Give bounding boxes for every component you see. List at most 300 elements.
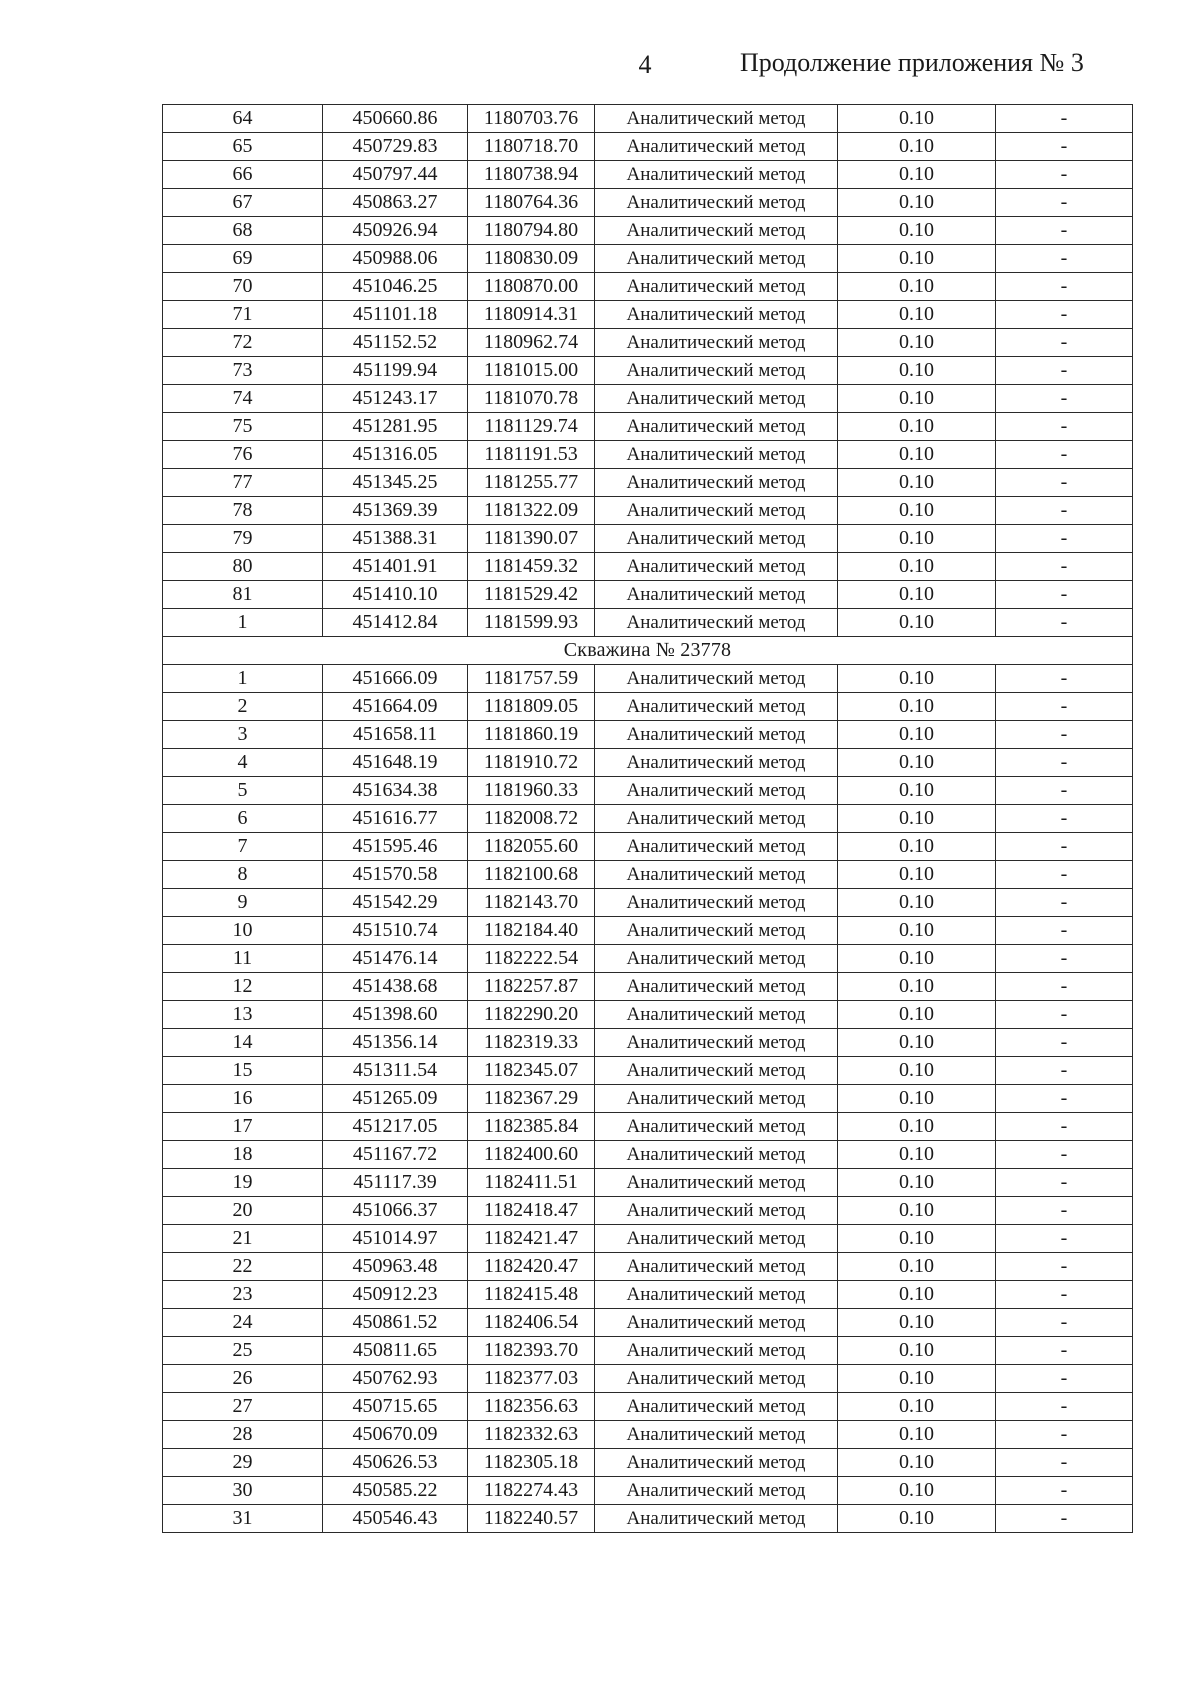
- method-cell: Аналитический метод: [595, 1281, 838, 1309]
- x-coordinate-cell: 451316.05: [323, 441, 468, 469]
- accuracy-cell: 0.10: [838, 1001, 996, 1029]
- table-row: [163, 1085, 1133, 1113]
- method-cell: Аналитический метод: [595, 161, 838, 189]
- method-cell: Аналитический метод: [595, 777, 838, 805]
- point-number-cell: 26: [163, 1365, 323, 1393]
- point-number-cell: 65: [163, 133, 323, 161]
- table-row: [163, 105, 1133, 133]
- point-number-cell: 64: [163, 105, 323, 133]
- table-row: [163, 217, 1133, 245]
- x-coordinate-cell: 450715.65: [323, 1393, 468, 1421]
- point-number-cell: 76: [163, 441, 323, 469]
- y-coordinate-cell: 1182411.51: [468, 1169, 595, 1197]
- y-coordinate-cell: 1181070.78: [468, 385, 595, 413]
- point-number-cell: 28: [163, 1421, 323, 1449]
- x-coordinate-cell: 451101.18: [323, 301, 468, 329]
- note-cell: -: [996, 581, 1133, 609]
- y-coordinate-cell: 1180870.00: [468, 273, 595, 301]
- accuracy-cell: 0.10: [838, 1477, 996, 1505]
- note-cell: -: [996, 609, 1133, 637]
- y-coordinate-cell: 1182332.63: [468, 1421, 595, 1449]
- method-cell: Аналитический метод: [595, 217, 838, 245]
- accuracy-cell: 0.10: [838, 1029, 996, 1057]
- note-cell: -: [996, 245, 1133, 273]
- table-row: [163, 693, 1133, 721]
- table-row: [163, 777, 1133, 805]
- table-row: [163, 189, 1133, 217]
- point-number-cell: 8: [163, 861, 323, 889]
- table-row: [163, 245, 1133, 273]
- note-cell: -: [996, 413, 1133, 441]
- table-row: [163, 1141, 1133, 1169]
- y-coordinate-cell: 1182377.03: [468, 1365, 595, 1393]
- y-coordinate-cell: 1182290.20: [468, 1001, 595, 1029]
- accuracy-cell: 0.10: [838, 693, 996, 721]
- table-row: [163, 553, 1133, 581]
- note-cell: -: [996, 217, 1133, 245]
- method-cell: Аналитический метод: [595, 413, 838, 441]
- y-coordinate-cell: 1182400.60: [468, 1141, 595, 1169]
- y-coordinate-cell: 1181757.59: [468, 665, 595, 693]
- accuracy-cell: 0.10: [838, 1449, 996, 1477]
- note-cell: -: [996, 1337, 1133, 1365]
- note-cell: -: [996, 329, 1133, 357]
- point-number-cell: 77: [163, 469, 323, 497]
- point-number-cell: 75: [163, 413, 323, 441]
- x-coordinate-cell: 450585.22: [323, 1477, 468, 1505]
- point-number-cell: 20: [163, 1197, 323, 1225]
- x-coordinate-cell: 451369.39: [323, 497, 468, 525]
- accuracy-cell: 0.10: [838, 945, 996, 973]
- y-coordinate-cell: 1182367.29: [468, 1085, 595, 1113]
- y-coordinate-cell: 1182240.57: [468, 1505, 595, 1533]
- accuracy-cell: 0.10: [838, 1393, 996, 1421]
- table-row: [163, 385, 1133, 413]
- method-cell: Аналитический метод: [595, 945, 838, 973]
- accuracy-cell: 0.10: [838, 777, 996, 805]
- method-cell: Аналитический метод: [595, 553, 838, 581]
- table-row: [163, 1505, 1133, 1533]
- accuracy-cell: 0.10: [838, 385, 996, 413]
- accuracy-cell: 0.10: [838, 1169, 996, 1197]
- x-coordinate-cell: 451542.29: [323, 889, 468, 917]
- table-row: [163, 1029, 1133, 1057]
- note-cell: -: [996, 1309, 1133, 1337]
- x-coordinate-cell: 450670.09: [323, 1421, 468, 1449]
- y-coordinate-cell: 1180914.31: [468, 301, 595, 329]
- note-cell: -: [996, 441, 1133, 469]
- y-coordinate-cell: 1181529.42: [468, 581, 595, 609]
- point-number-cell: 12: [163, 973, 323, 1001]
- y-coordinate-cell: 1182415.48: [468, 1281, 595, 1309]
- x-coordinate-cell: 450963.48: [323, 1253, 468, 1281]
- note-cell: -: [996, 665, 1133, 693]
- note-cell: -: [996, 1449, 1133, 1477]
- method-cell: Аналитический метод: [595, 1337, 838, 1365]
- table-row: [163, 1393, 1133, 1421]
- y-coordinate-cell: 1180764.36: [468, 189, 595, 217]
- y-coordinate-cell: 1182222.54: [468, 945, 595, 973]
- note-cell: -: [996, 357, 1133, 385]
- table-row: [163, 133, 1133, 161]
- point-number-cell: 27: [163, 1393, 323, 1421]
- coordinates-table-body: [163, 105, 1133, 1533]
- point-number-cell: 31: [163, 1505, 323, 1533]
- page-number: 4: [638, 50, 652, 79]
- x-coordinate-cell: 451616.77: [323, 805, 468, 833]
- point-number-cell: 6: [163, 805, 323, 833]
- y-coordinate-cell: 1182274.43: [468, 1477, 595, 1505]
- y-coordinate-cell: 1182305.18: [468, 1449, 595, 1477]
- table-row: [163, 1337, 1133, 1365]
- x-coordinate-cell: 451634.38: [323, 777, 468, 805]
- y-coordinate-cell: 1181322.09: [468, 497, 595, 525]
- accuracy-cell: 0.10: [838, 1337, 996, 1365]
- method-cell: Аналитический метод: [595, 385, 838, 413]
- x-coordinate-cell: 451438.68: [323, 973, 468, 1001]
- accuracy-cell: 0.10: [838, 105, 996, 133]
- x-coordinate-cell: 450762.93: [323, 1365, 468, 1393]
- accuracy-cell: 0.10: [838, 721, 996, 749]
- table-row: [163, 1113, 1133, 1141]
- note-cell: -: [996, 693, 1133, 721]
- table-row: [163, 273, 1133, 301]
- accuracy-cell: 0.10: [838, 581, 996, 609]
- x-coordinate-cell: 451281.95: [323, 413, 468, 441]
- method-cell: Аналитический метод: [595, 189, 838, 217]
- point-number-cell: 13: [163, 1001, 323, 1029]
- x-coordinate-cell: 450546.43: [323, 1505, 468, 1533]
- note-cell: -: [996, 777, 1133, 805]
- point-number-cell: 71: [163, 301, 323, 329]
- point-number-cell: 24: [163, 1309, 323, 1337]
- table-row: [163, 1281, 1133, 1309]
- point-number-cell: 74: [163, 385, 323, 413]
- x-coordinate-cell: 451345.25: [323, 469, 468, 497]
- accuracy-cell: 0.10: [838, 973, 996, 1001]
- table-row: [163, 721, 1133, 749]
- method-cell: Аналитический метод: [595, 1141, 838, 1169]
- method-cell: Аналитический метод: [595, 133, 838, 161]
- note-cell: -: [996, 385, 1133, 413]
- point-number-cell: 3: [163, 721, 323, 749]
- method-cell: Аналитический метод: [595, 357, 838, 385]
- x-coordinate-cell: 451398.60: [323, 1001, 468, 1029]
- x-coordinate-cell: 451217.05: [323, 1113, 468, 1141]
- table-row: [163, 357, 1133, 385]
- note-cell: -: [996, 1141, 1133, 1169]
- accuracy-cell: 0.10: [838, 861, 996, 889]
- note-cell: -: [996, 861, 1133, 889]
- point-number-cell: 17: [163, 1113, 323, 1141]
- table-row: [163, 609, 1133, 637]
- point-number-cell: 9: [163, 889, 323, 917]
- table-row: [163, 665, 1133, 693]
- table-row: [163, 917, 1133, 945]
- point-number-cell: 70: [163, 273, 323, 301]
- y-coordinate-cell: 1181860.19: [468, 721, 595, 749]
- note-cell: -: [996, 1029, 1133, 1057]
- x-coordinate-cell: 451401.91: [323, 553, 468, 581]
- x-coordinate-cell: 451199.94: [323, 357, 468, 385]
- x-coordinate-cell: 450912.23: [323, 1281, 468, 1309]
- accuracy-cell: 0.10: [838, 749, 996, 777]
- point-number-cell: 1: [163, 665, 323, 693]
- note-cell: -: [996, 973, 1133, 1001]
- note-cell: -: [996, 917, 1133, 945]
- note-cell: -: [996, 525, 1133, 553]
- x-coordinate-cell: 451664.09: [323, 693, 468, 721]
- accuracy-cell: 0.10: [838, 833, 996, 861]
- point-number-cell: 1: [163, 609, 323, 637]
- y-coordinate-cell: 1181015.00: [468, 357, 595, 385]
- y-coordinate-cell: 1181191.53: [468, 441, 595, 469]
- x-coordinate-cell: 450861.52: [323, 1309, 468, 1337]
- x-coordinate-cell: 450926.94: [323, 217, 468, 245]
- table-row: [163, 413, 1133, 441]
- section-row: [163, 637, 1133, 665]
- note-cell: -: [996, 1001, 1133, 1029]
- accuracy-cell: 0.10: [838, 1281, 996, 1309]
- y-coordinate-cell: 1180794.80: [468, 217, 595, 245]
- note-cell: -: [996, 721, 1133, 749]
- x-coordinate-cell: 451117.39: [323, 1169, 468, 1197]
- method-cell: Аналитический метод: [595, 1001, 838, 1029]
- note-cell: -: [996, 301, 1133, 329]
- x-coordinate-cell: 451410.10: [323, 581, 468, 609]
- table-row: [163, 329, 1133, 357]
- table-row: [163, 1309, 1133, 1337]
- note-cell: -: [996, 1421, 1133, 1449]
- accuracy-cell: 0.10: [838, 1085, 996, 1113]
- point-number-cell: 25: [163, 1337, 323, 1365]
- y-coordinate-cell: 1181599.93: [468, 609, 595, 637]
- point-number-cell: 69: [163, 245, 323, 273]
- coordinates-table: [162, 104, 1133, 1533]
- table-row: [163, 973, 1133, 1001]
- accuracy-cell: 0.10: [838, 609, 996, 637]
- note-cell: -: [996, 1057, 1133, 1085]
- point-number-cell: 81: [163, 581, 323, 609]
- y-coordinate-cell: 1182421.47: [468, 1225, 595, 1253]
- y-coordinate-cell: 1180830.09: [468, 245, 595, 273]
- table-row: [163, 945, 1133, 973]
- accuracy-cell: 0.10: [838, 1141, 996, 1169]
- y-coordinate-cell: 1180718.70: [468, 133, 595, 161]
- table-row: [163, 1057, 1133, 1085]
- point-number-cell: 29: [163, 1449, 323, 1477]
- accuracy-cell: 0.10: [838, 889, 996, 917]
- table-row: [163, 1001, 1133, 1029]
- y-coordinate-cell: 1182184.40: [468, 917, 595, 945]
- accuracy-cell: 0.10: [838, 805, 996, 833]
- x-coordinate-cell: 451243.17: [323, 385, 468, 413]
- method-cell: Аналитический метод: [595, 441, 838, 469]
- table-row: [163, 497, 1133, 525]
- y-coordinate-cell: 1182420.47: [468, 1253, 595, 1281]
- x-coordinate-cell: 451311.54: [323, 1057, 468, 1085]
- y-coordinate-cell: 1180738.94: [468, 161, 595, 189]
- point-number-cell: 16: [163, 1085, 323, 1113]
- table-row: [163, 581, 1133, 609]
- point-number-cell: 11: [163, 945, 323, 973]
- accuracy-cell: 0.10: [838, 329, 996, 357]
- accuracy-cell: 0.10: [838, 497, 996, 525]
- y-coordinate-cell: 1182319.33: [468, 1029, 595, 1057]
- table-row: [163, 889, 1133, 917]
- accuracy-cell: 0.10: [838, 301, 996, 329]
- point-number-cell: 18: [163, 1141, 323, 1169]
- method-cell: Аналитический метод: [595, 973, 838, 1001]
- y-coordinate-cell: 1182356.63: [468, 1393, 595, 1421]
- x-coordinate-cell: 451570.58: [323, 861, 468, 889]
- note-cell: -: [996, 1197, 1133, 1225]
- method-cell: Аналитический метод: [595, 497, 838, 525]
- accuracy-cell: 0.10: [838, 553, 996, 581]
- point-number-cell: 79: [163, 525, 323, 553]
- note-cell: -: [996, 1505, 1133, 1533]
- y-coordinate-cell: 1182345.07: [468, 1057, 595, 1085]
- x-coordinate-cell: 451412.84: [323, 609, 468, 637]
- method-cell: Аналитический метод: [595, 245, 838, 273]
- x-coordinate-cell: 451510.74: [323, 917, 468, 945]
- method-cell: Аналитический метод: [595, 1421, 838, 1449]
- note-cell: -: [996, 889, 1133, 917]
- accuracy-cell: 0.10: [838, 413, 996, 441]
- method-cell: Аналитический метод: [595, 693, 838, 721]
- accuracy-cell: 0.10: [838, 665, 996, 693]
- continuation-heading: Продолжение приложения № 3: [740, 48, 1084, 77]
- note-cell: -: [996, 1225, 1133, 1253]
- table-row: [163, 1477, 1133, 1505]
- y-coordinate-cell: 1181129.74: [468, 413, 595, 441]
- accuracy-cell: 0.10: [838, 1309, 996, 1337]
- method-cell: Аналитический метод: [595, 1505, 838, 1533]
- accuracy-cell: 0.10: [838, 1225, 996, 1253]
- x-coordinate-cell: 451595.46: [323, 833, 468, 861]
- table-row: [163, 161, 1133, 189]
- point-number-cell: 22: [163, 1253, 323, 1281]
- point-number-cell: 73: [163, 357, 323, 385]
- note-cell: -: [996, 189, 1133, 217]
- x-coordinate-cell: 450626.53: [323, 1449, 468, 1477]
- x-coordinate-cell: 451066.37: [323, 1197, 468, 1225]
- point-number-cell: 72: [163, 329, 323, 357]
- note-cell: -: [996, 497, 1133, 525]
- y-coordinate-cell: 1181390.07: [468, 525, 595, 553]
- x-coordinate-cell: 450863.27: [323, 189, 468, 217]
- table-row: [163, 861, 1133, 889]
- accuracy-cell: 0.10: [838, 1057, 996, 1085]
- accuracy-cell: 0.10: [838, 1197, 996, 1225]
- note-cell: -: [996, 805, 1133, 833]
- method-cell: Аналитический метод: [595, 917, 838, 945]
- accuracy-cell: 0.10: [838, 245, 996, 273]
- table-row: [163, 525, 1133, 553]
- point-number-cell: 19: [163, 1169, 323, 1197]
- y-coordinate-cell: 1182055.60: [468, 833, 595, 861]
- method-cell: Аналитический метод: [595, 861, 838, 889]
- method-cell: Аналитический метод: [595, 805, 838, 833]
- y-coordinate-cell: 1182385.84: [468, 1113, 595, 1141]
- note-cell: -: [996, 133, 1133, 161]
- table-row: [163, 301, 1133, 329]
- method-cell: Аналитический метод: [595, 1253, 838, 1281]
- accuracy-cell: 0.10: [838, 273, 996, 301]
- y-coordinate-cell: 1181255.77: [468, 469, 595, 497]
- accuracy-cell: 0.10: [838, 161, 996, 189]
- note-cell: -: [996, 749, 1133, 777]
- point-number-cell: 67: [163, 189, 323, 217]
- point-number-cell: 7: [163, 833, 323, 861]
- note-cell: -: [996, 1253, 1133, 1281]
- method-cell: Аналитический метод: [595, 581, 838, 609]
- note-cell: -: [996, 273, 1133, 301]
- accuracy-cell: 0.10: [838, 469, 996, 497]
- method-cell: Аналитический метод: [595, 609, 838, 637]
- accuracy-cell: 0.10: [838, 133, 996, 161]
- accuracy-cell: 0.10: [838, 917, 996, 945]
- method-cell: Аналитический метод: [595, 273, 838, 301]
- y-coordinate-cell: 1182257.87: [468, 973, 595, 1001]
- point-number-cell: 23: [163, 1281, 323, 1309]
- accuracy-cell: 0.10: [838, 1113, 996, 1141]
- note-cell: -: [996, 1365, 1133, 1393]
- note-cell: -: [996, 105, 1133, 133]
- x-coordinate-cell: 451666.09: [323, 665, 468, 693]
- y-coordinate-cell: 1181960.33: [468, 777, 595, 805]
- method-cell: Аналитический метод: [595, 889, 838, 917]
- x-coordinate-cell: 451265.09: [323, 1085, 468, 1113]
- note-cell: -: [996, 553, 1133, 581]
- point-number-cell: 15: [163, 1057, 323, 1085]
- x-coordinate-cell: 451356.14: [323, 1029, 468, 1057]
- accuracy-cell: 0.10: [838, 1505, 996, 1533]
- y-coordinate-cell: 1182100.68: [468, 861, 595, 889]
- method-cell: Аналитический метод: [595, 1477, 838, 1505]
- method-cell: Аналитический метод: [595, 1057, 838, 1085]
- method-cell: Аналитический метод: [595, 301, 838, 329]
- table-row: [163, 1449, 1133, 1477]
- x-coordinate-cell: 451014.97: [323, 1225, 468, 1253]
- note-cell: -: [996, 1281, 1133, 1309]
- x-coordinate-cell: 450988.06: [323, 245, 468, 273]
- y-coordinate-cell: 1181809.05: [468, 693, 595, 721]
- method-cell: Аналитический метод: [595, 833, 838, 861]
- method-cell: Аналитический метод: [595, 1085, 838, 1113]
- point-number-cell: 66: [163, 161, 323, 189]
- table-row: [163, 1365, 1133, 1393]
- x-coordinate-cell: 450729.83: [323, 133, 468, 161]
- y-coordinate-cell: 1182418.47: [468, 1197, 595, 1225]
- table-row: [163, 469, 1133, 497]
- method-cell: Аналитический метод: [595, 469, 838, 497]
- x-coordinate-cell: 450811.65: [323, 1337, 468, 1365]
- x-coordinate-cell: 451152.52: [323, 329, 468, 357]
- table-row: [163, 1197, 1133, 1225]
- method-cell: Аналитический метод: [595, 1197, 838, 1225]
- method-cell: Аналитический метод: [595, 1169, 838, 1197]
- table-row: [163, 1421, 1133, 1449]
- point-number-cell: 78: [163, 497, 323, 525]
- x-coordinate-cell: 451658.11: [323, 721, 468, 749]
- x-coordinate-cell: 451648.19: [323, 749, 468, 777]
- y-coordinate-cell: 1181910.72: [468, 749, 595, 777]
- point-number-cell: 5: [163, 777, 323, 805]
- note-cell: -: [996, 1169, 1133, 1197]
- y-coordinate-cell: 1182393.70: [468, 1337, 595, 1365]
- y-coordinate-cell: 1181459.32: [468, 553, 595, 581]
